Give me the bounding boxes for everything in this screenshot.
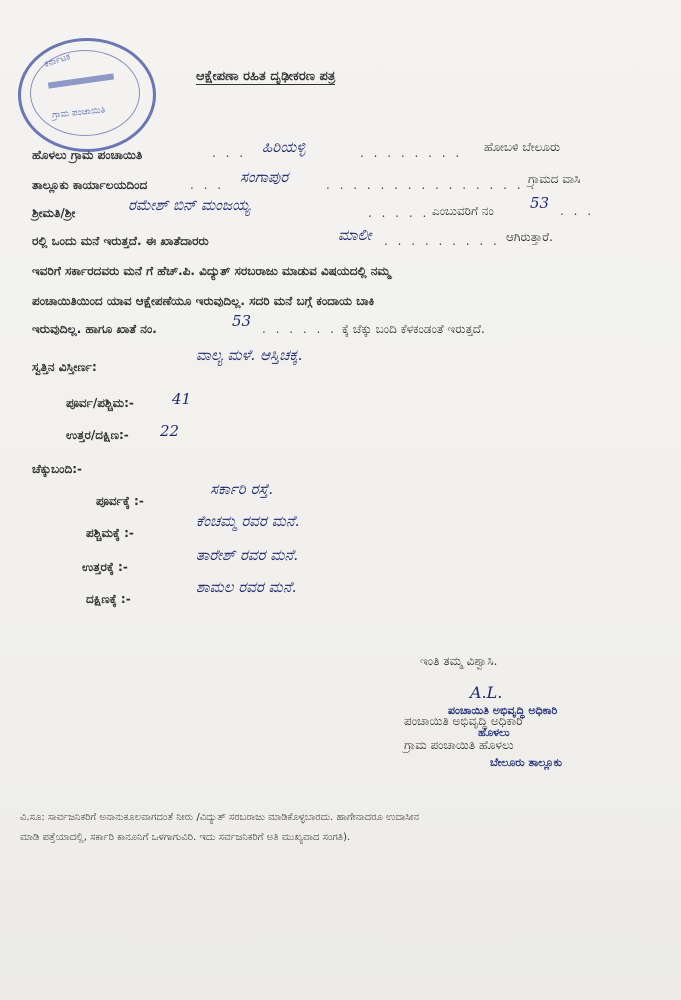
footnote-line1: ವಿ.ಸೂ: ಸಾರ್ವಜನಿಕರಿಗೆ ಅನಾನುಕೂಲವಾಗದಂತೆ ನೀರು /ವಿದ್ಯುತ್ ಸರಬರಾಜು ಮಾಡಿಕೊಳ್ಳಬಾರದು. ಹಾಗೇನಾದರೂ ಉದಾಸೀನ bbox=[20, 812, 420, 823]
handwritten-west-boundary: ಕೆಂಚಮ್ಮ ರವರ ಮನೆ. bbox=[196, 512, 300, 530]
handwritten-east-boundary: ಸರ್ಕಾರಿ ರಸ್ತೆ. bbox=[210, 480, 274, 498]
handwritten-khata-number: 53 bbox=[232, 312, 252, 330]
designation-line1: ಪಂಚಾಯಿತಿ ಅಭಿವೃದ್ಧಿ ಅಧಿಕಾರಿ bbox=[404, 714, 523, 728]
dotted-fill: . . . . . . . bbox=[262, 322, 351, 336]
line1-text: ಹೊಳಲು ಗ್ರಾಮ ಪಂಚಾಯಿತಿ bbox=[32, 148, 143, 162]
line3-suffix: ಎಂಬುವರಿಗೆ ನಂ bbox=[432, 204, 494, 218]
closing-regards: ಇಂತಿ ತಮ್ಮ ವಿಶ್ವಾಸಿ. bbox=[420, 654, 498, 668]
north-boundary-label: ಉತ್ತರಕ್ಕೆ :- bbox=[82, 560, 128, 574]
footnote-line2: ಮಾಡಿ ಪತ್ತೆಯಾದಲ್ಲಿ, ಸರ್ಕಾರಿ ಕಾನೂನಿಗೆ ಒಳಗಾಗುವಿರಿ. ಇದು ಸರ್ವಜನಿಕರಿಗೆ ಅತಿ ಮುಖ್ಯವಾದ ಸಂಗತಿ). bbox=[20, 832, 351, 843]
office-stamp-line2: ಹೊಳಲು bbox=[478, 726, 510, 739]
office-stamp-line3: ಬೇಲೂರು ತಾಲ್ಲೂಕು bbox=[490, 756, 563, 769]
north-south-label: ಉತ್ತರ/ದಕ್ಷಿಣ:- bbox=[66, 428, 129, 442]
line7-suffix: ಕ್ಕೆ ಚೆಕ್ಕು ಬಂದಿ ಕೆಳಕಂಡಂತೆ ಇರುತ್ತದೆ. bbox=[342, 322, 485, 336]
handwritten-south-boundary: ಶಾಮಲ ರವರ ಮನೆ. bbox=[196, 578, 297, 596]
line2-text: ತಾಲ್ಲೂಕು ಕಾರ್ಯಾಲಯದಿಂದ bbox=[32, 178, 148, 192]
south-boundary-label: ದಕ್ಷಿಣಕ್ಕೆ :- bbox=[86, 592, 131, 606]
document-title: ಆಕ್ಷೇಪಣಾ ರಹಿತ ದೃಢೀಕರಣ ಪತ್ರ bbox=[196, 69, 336, 84]
seal-stamp-text: ಗ್ರಾಮ ಪಂಚಾಯಿತಿ bbox=[51, 105, 106, 121]
handwritten-east-west: 41 bbox=[172, 390, 192, 408]
office-stamp-line1: ಪಂಚಾಯಿತಿ ಅಭಿವೃದ್ಧಿ ಅಧಿಕಾರಿ bbox=[448, 704, 558, 717]
line4-text: ರಲ್ಲಿ ಒಂದು ಮನೆ ಇರುತ್ತದೆ. ಈ ಖಾತೆದಾರರು bbox=[32, 234, 209, 248]
dotted-fill: . . . . . bbox=[368, 206, 430, 220]
handwritten-house-number: 53 bbox=[530, 194, 550, 212]
dotted-fill: . . . bbox=[212, 146, 247, 160]
extent-label: ಸ್ವತ್ತಿನ ವಿಸ್ತೀರ್ಣ: bbox=[32, 360, 97, 374]
handwritten-place: ಸಂಗಾಪುರ bbox=[240, 168, 289, 186]
line2-suffix: ಗ್ರಾಮದ ವಾಸಿ bbox=[528, 172, 581, 186]
line5-text: ಇವರಿಗೆ ಸರ್ಕಾರದವರು ಮನೆ ಗೆ ಹೆಚ್.ಪಿ. ವಿದ್ಯುತ್ ಸರಬರಾಜು ಮಾಡುವ ವಿಷಯದಲ್ಲಿ ನಮ್ಮ bbox=[32, 264, 391, 278]
west-boundary-label: ಪಶ್ಚಿಮಕ್ಕೆ :- bbox=[86, 526, 134, 540]
line3-text: ಶ್ರೀಮತಿ/ಶ್ರೀ bbox=[32, 206, 76, 220]
handwritten-village: ಹಿರಿಯಳ್ಳಿ bbox=[262, 138, 306, 156]
east-west-label: ಪೂರ್ವ/ಪಶ್ಚಿಮ:- bbox=[66, 396, 134, 410]
dotted-fill: . . . . . . . . bbox=[360, 146, 463, 160]
handwritten-name: ರಮೇಶ್ ಬಿನ್ ಮಂಜಯ್ಯ bbox=[128, 196, 251, 214]
dotted-fill: . . . bbox=[560, 204, 595, 218]
line6-text: ಪಂಚಾಯಿತಿಯಿಂದ ಯಾವ ಆಕ್ಷೇಪಣೆಯೂ ಇರುವುದಿಲ್ಲ. ಸದರಿ ಮನೆ ಬಗ್ಗೆ ಕಂದಾಯ ಬಾಕಿ bbox=[32, 294, 375, 308]
seal-stamp-text: ಕರ್ನಾಟಕ bbox=[43, 52, 72, 70]
dotted-fill: . . . . . . . . . bbox=[384, 234, 500, 248]
dotted-fill: . . . bbox=[190, 178, 225, 192]
handwritten-owner-type: ಮಾಲೀ bbox=[338, 226, 372, 244]
handwritten-extent: ವಾಲ್ಯ ಮಳೆ. ಆಸ್ತಿಚಕ್ಕ. bbox=[196, 346, 303, 364]
east-boundary-label: ಪೂರ್ವಕ್ಕೆ :- bbox=[96, 494, 144, 508]
line7-text: ಇರುವುದಿಲ್ಲ. ಹಾಗೂ ಖಾತೆ ನಂ. bbox=[32, 322, 157, 336]
line1-suffix: ಹೋಬಳಿ ಬೇಲೂರು bbox=[484, 140, 561, 154]
boundaries-label: ಚೆಕ್ಕುಬಂದಿ:- bbox=[32, 462, 83, 476]
handwritten-north-boundary: ತಾರೇಶ್ ರವರ ಮನೆ. bbox=[196, 546, 299, 564]
signature: A.L. bbox=[470, 683, 503, 702]
handwritten-north-south: 22 bbox=[160, 422, 180, 440]
designation-line2: ಗ್ರಾಮ ಪಂಚಾಯಿತಿ ಹೊಳಲು bbox=[404, 738, 514, 752]
line4-suffix: ಆಗಿರುತ್ತಾರೆ. bbox=[506, 230, 553, 244]
dotted-fill: . . . . . . . . . . . . . . . . bbox=[326, 178, 538, 192]
